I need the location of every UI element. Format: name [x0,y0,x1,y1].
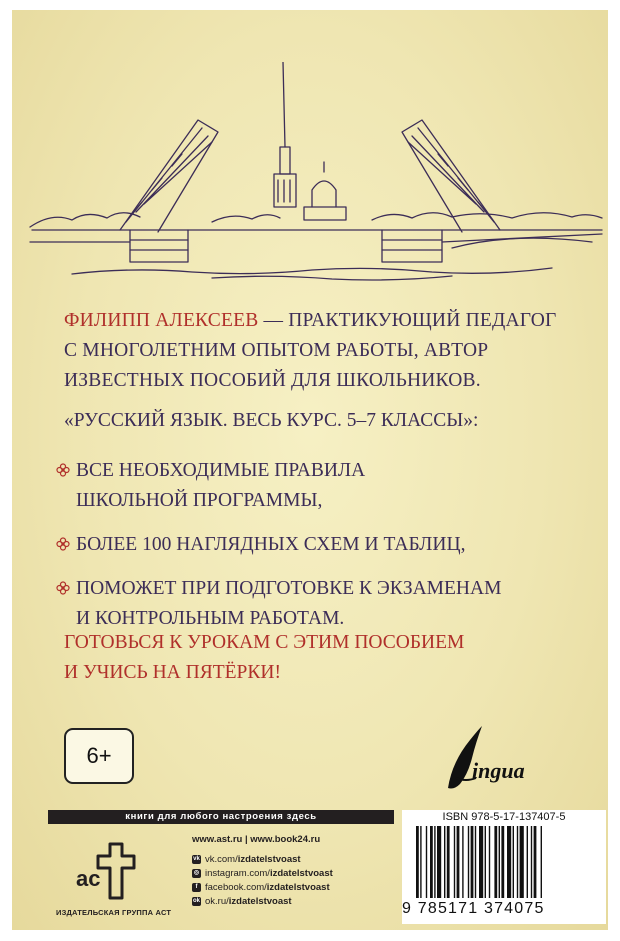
feature-line: БОЛЕЕ 100 НАГЛЯДНЫХ СХЕМ И ТАБЛИЦ, [76,534,466,555]
barcode-bar [520,826,524,898]
feature-line: ШКОЛЬНОЙ ПРОГРАММЫ, [76,490,323,511]
social-link-instagram[interactable]: ◎ instagram.com/ izdatelstvoast [193,867,333,879]
instagram-icon: ◎ [193,869,200,876]
callout-text [64,628,464,688]
feature-line: И КОНТРОЛЬНЫМ РАБОТАМ. [76,608,345,629]
facebook-icon: f [192,883,201,892]
barcode-bar [437,826,441,898]
flower-bullet-icon [56,581,70,595]
callout-line-2: И УЧИСЬ НА ПЯТЁРКИ! [64,662,281,683]
barcode-bar [416,826,419,898]
barcode-bar [426,826,427,898]
feature-item [58,456,598,516]
lingua-wordmark: ingua [472,758,525,783]
barcode-bar [541,826,542,898]
drawbridge-illustration [12,62,608,282]
age-rating-badge: 6+ [64,728,134,784]
barcode-bar [462,826,463,898]
isbn-number: ISBN 978-5-17-137407-5 [442,811,566,823]
barcode-bar [499,826,500,898]
barcode-bar [471,826,474,898]
publisher-websites[interactable]: www.ast.ru | www.book24.ru [192,834,321,845]
flower-bullet-icon [56,463,70,477]
vk-icon: vk [193,855,200,862]
barcode-bar [527,826,528,898]
tagline-bar: книги для любого настроения здесь [48,810,394,824]
barcode-bar [517,826,518,898]
barcode-bar [501,826,504,898]
barcode-bar [447,826,450,898]
feature-list [58,456,598,648]
barcode-bar [479,826,483,898]
barcode-bar [468,826,469,898]
author-line-2: С МНОГОЛЕТНИМ ОПЫТОМ РАБОТЫ, АВТОР [64,340,489,361]
social-link-vk[interactable]: vk vk.com/ izdatelstvoast [193,853,301,865]
social-link-odnoklassniki[interactable]: ok ok.ru/ izdatelstvoast [192,895,292,907]
barcode-bar [457,826,460,898]
social-link-facebook[interactable]: f facebook.com/ izdatelstvoast [192,880,333,894]
barcode-bar [485,826,486,898]
feature-item [58,530,598,560]
barcode-bar [513,826,514,898]
barcode-bar [420,826,421,898]
barcode-bar [434,826,435,898]
author-line-3: ИЗВЕСТНЫХ ПОСОБИЙ ДЛЯ ШКОЛЬНИКОВ. [64,370,481,391]
ast-publisher-logo [72,840,142,902]
author-description [64,306,584,396]
book-back-cover [12,10,608,930]
barcode-bar [430,826,433,898]
barcode-bar [534,826,537,898]
author-line-1: — ПРАКТИКУЮЩИЙ ПЕДАГОГ [258,310,557,331]
author-name: ФИЛИПП АЛЕКСЕЕВ [64,310,259,331]
barcode-bar [489,826,490,898]
barcode [414,826,598,906]
flower-bullet-icon [56,537,70,551]
lingua-imprint-logo [442,722,562,792]
publisher-name: ИЗДАТЕЛЬСКАЯ ГРУППА АСТ [56,908,172,917]
feature-item [58,574,598,634]
callout-line-1: ГОТОВЬСЯ К УРОКАМ С ЭТИМ ПОСОБИЕМ [64,632,465,653]
feature-line: ВСЕ НЕОБХОДИМЫЕ ПРАВИЛА [76,460,366,481]
barcode-bar [494,826,497,898]
barcode-bar [531,826,532,898]
barcode-bar [507,826,511,898]
odnoklassniki-icon: ok [192,897,200,904]
ast-logo-text: ac [76,866,101,891]
social-links [192,852,333,908]
barcode-box [402,810,606,924]
barcode-bar [475,826,476,898]
book-title: «РУССКИЙ ЯЗЫК. ВЕСЬ КУРС. 5–7 КЛАССЫ»: [64,410,479,431]
barcode-bar [444,826,445,898]
barcode-bar [454,826,455,898]
ean-digits: 9 785171 374075 [402,900,545,917]
feature-line: ПОМОЖЕТ ПРИ ПОДГОТОВКЕ К ЭКЗАМЕНАМ [76,578,502,599]
